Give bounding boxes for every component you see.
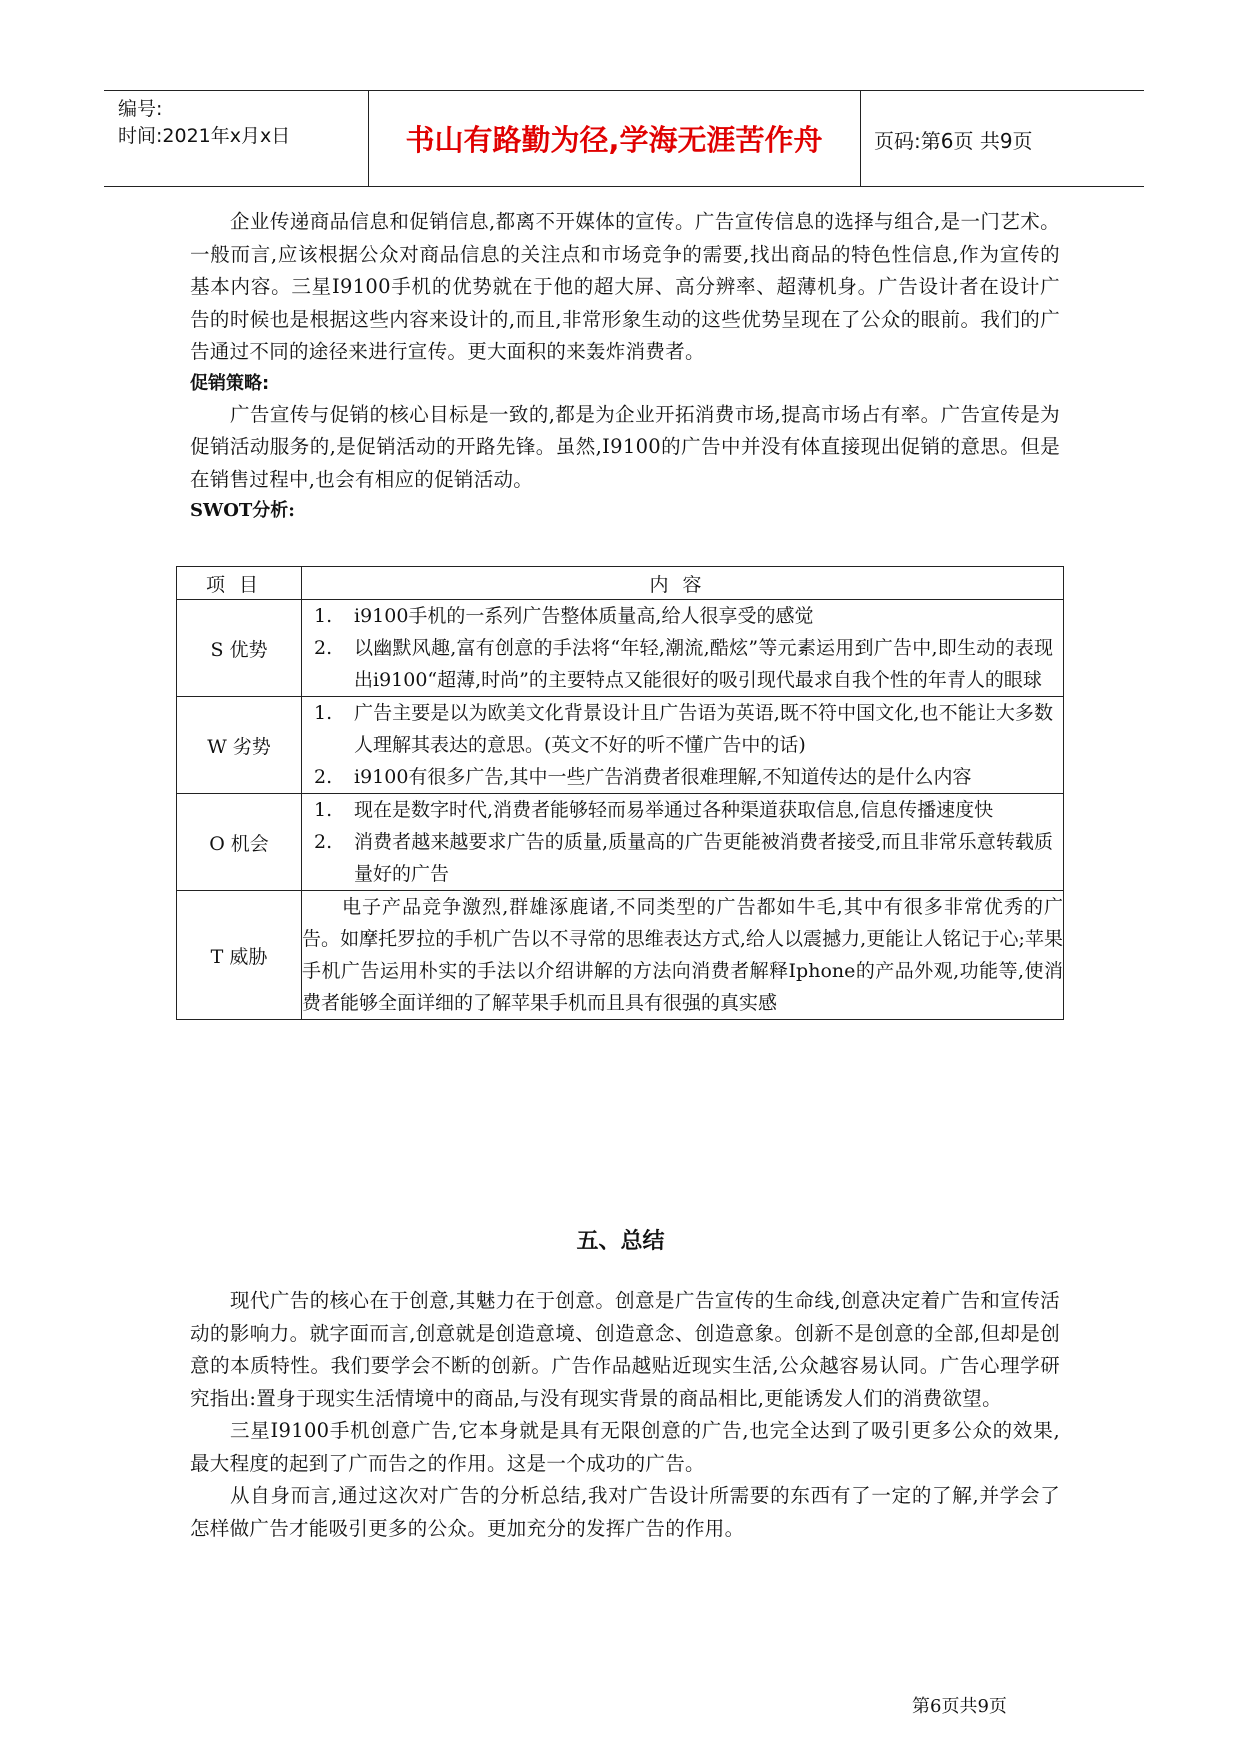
document-time-label: 时间:2021年x月x日	[118, 125, 291, 147]
list-item	[302, 632, 1063, 696]
swot-col-item: 项目	[177, 567, 302, 600]
swot-row-opportunities	[177, 794, 1064, 891]
list-number: 1.	[314, 605, 333, 627]
swot-heading: SWOT分析:	[190, 500, 295, 521]
summary-paragraph: 现代广告的核心在于创意,其魅力在于创意。创意是广告宣传的生命线,创意决定着广告和宣传活动的影响力。就字面而言,创意就是创造意境、创造意念、创造意象。创新不是创意的全部,但却是创意的本质特性。我们要学会不断的创新。广告作品越贴近现实生活,公众越容易认同。广告心理学研究指出:置身于现实生活情境中的商品,与没有现实背景的商品相比,更能诱发人们的消费欲望。	[190, 1289, 1060, 1410]
body-content	[190, 206, 1060, 526]
list-number: 2.	[314, 637, 333, 659]
list-text: 以幽默风趣,富有创意的手法将“年轻,潮流,酷炫”等元素运用到广告中,即生动的表现出i9100“超薄,时尚”的主要特点又能很好的吸引现代最求自我个性的年青人的眼球	[354, 637, 1053, 691]
list-item	[302, 697, 1063, 761]
summary-paragraph: 从自身而言,通过这次对广告的分析总结,我对广告设计所需要的东西有了一定的了解,并学会了怎样做广告才能吸引更多的公众。更加充分的发挥广告的作用。	[190, 1484, 1060, 1540]
list-number: 1.	[314, 799, 333, 821]
swot-table	[176, 566, 1064, 1020]
swot-content-threats: 电子产品竞争激烈,群雄涿鹿诸,不同类型的广告都如牛毛,其中有很多非常优秀的广告。如摩托罗拉的手机广告以不寻常的思维表达方式,给人以震撼力,更能让人铭记于心;苹果手机广告运用朴实的手法以介绍讲解的方法向消费者解释Iphone的产品外观,功能等,使消费者能够全面详细的了解苹果手机而且具有很强的真实感	[302, 891, 1064, 1020]
summary-title: 五、总结	[576, 1229, 665, 1254]
swot-col-content: 内容	[302, 567, 1064, 600]
list-item	[302, 826, 1063, 890]
header-page-number: 页码:第6页 共9页	[874, 129, 1033, 153]
swot-label-weaknesses: W 劣势	[177, 697, 302, 794]
swot-content-opportunities	[302, 794, 1064, 891]
list-text: i9100有很多广告,其中一些广告消费者很难理解,不知道传达的是什么内容	[354, 766, 972, 788]
swot-row-weaknesses	[177, 697, 1064, 794]
swot-label-strengths: S 优势	[177, 600, 302, 697]
intro-paragraph: 企业传递商品信息和促销信息,都离不开媒体的宣传。广告宣传信息的选择与组合,是一门艺术。一般而言,应该根据公众对商品信息的关注点和市场竞争的需要,找出商品的特色性信息,作为宣传的基本内容。三星I9100手机的优势就在于他的超大屏、高分辨率、超薄机身。广告设计者在设计广告的时候也是根据这些内容来设计的,而且,非常形象生动的这些优势呈现在了公众的眼前。我们的广告通过不同的途径来进行宣传。更大面积的来轰炸消费者。	[190, 210, 1060, 363]
list-text: 广告主要是以为欧美文化背景设计且广告语为英语,既不符中国文化,也不能让大多数人理解其表达的意思。(英文不好的听不懂广告中的话)	[354, 702, 1053, 756]
list-text: 消费者越来越要求广告的质量,质量高的广告更能被消费者接受,而且非常乐意转载质量好的广告	[354, 831, 1053, 885]
header-motto: 书山有路勤为径,学海无涯苦作舟	[405, 123, 823, 157]
list-number: 2.	[314, 766, 333, 788]
list-text: i9100手机的一系列广告整体质量高,给人很享受的感觉	[354, 605, 814, 627]
header-divider-right	[860, 91, 861, 186]
list-item	[302, 761, 1063, 793]
swot-row-threats	[177, 891, 1064, 1020]
swot-content-strengths	[302, 600, 1064, 697]
list-number: 1.	[314, 702, 333, 724]
page-footer: 第6页共9页	[912, 1696, 1007, 1717]
list-item	[302, 794, 1063, 826]
list-text: 现在是数字时代,消费者能够轻而易举通过各种渠道获取信息,信息传播速度快	[354, 799, 994, 821]
promo-heading: 促销策略:	[190, 372, 270, 394]
swot-label-opportunities: O 机会	[177, 794, 302, 891]
page-header	[104, 90, 1144, 187]
summary-paragraph: 三星I9100手机创意广告,它本身就是具有无限创意的广告,也完全达到了吸引更多公众的效果,最大程度的起到了广而告之的作用。这是一个成功的广告。	[190, 1419, 1060, 1475]
promo-paragraph: 广告宣传与促销的核心目标是一致的,都是为企业开拓消费市场,提高市场占有率。广告宣传是为促销活动服务的,是促销活动的开路先锋。虽然,I9100的广告中并没有体直接现出促销的意思。但是在销售过程中,也会有相应的促销活动。	[190, 402, 1060, 491]
list-item	[302, 600, 1063, 632]
header-meta	[118, 91, 368, 186]
list-number: 2.	[314, 831, 333, 853]
swot-header-row	[177, 567, 1064, 600]
summary-content	[190, 1285, 1060, 1545]
document-number-label: 编号:	[118, 98, 163, 120]
swot-label-threats: T 威胁	[177, 891, 302, 1020]
swot-row-strengths	[177, 600, 1064, 697]
swot-content-weaknesses	[302, 697, 1064, 794]
